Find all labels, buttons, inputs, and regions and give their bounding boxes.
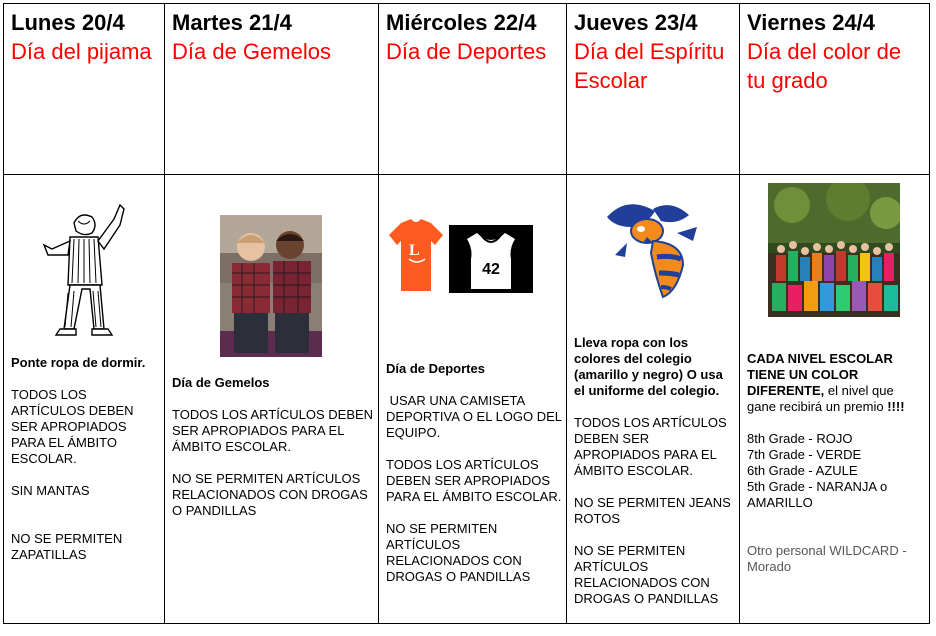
cell-thursday — [567, 175, 740, 624]
day-theme: Día de Gemelos — [172, 39, 331, 64]
thursday-text — [574, 335, 735, 607]
friday-heading-rest: el nivel que gane recibirá un premio — [747, 383, 898, 414]
cell-wednesday — [379, 175, 567, 624]
wednesday-paragraph: NO SE PERMITEN ARTÍCULOS RELACIONADOS CON DROGAS O PANDILLAS — [386, 521, 531, 584]
hornet-mascot-image — [597, 193, 707, 301]
grade-color-item: 6th Grade - AZULE — [747, 463, 858, 478]
monday-text — [11, 355, 160, 563]
day-name: Miércoles 22/4 — [386, 10, 537, 35]
header-monday — [4, 4, 165, 175]
header-row — [4, 4, 930, 175]
basketball-jersey-icon — [449, 225, 533, 293]
grade-color-item: 5th Grade - NARANJA o AMARILLO — [747, 479, 888, 510]
sports-shirt-image — [387, 215, 445, 295]
tuesday-paragraph: NO SE PERMITEN ARTÍCULOS RELACIONADOS CON DROGAS O PANDILLAS — [172, 471, 368, 518]
spirit-week-table — [3, 3, 930, 624]
monday-paragraph: SIN MANTAS — [11, 483, 90, 498]
day-name: Lunes 20/4 — [11, 10, 125, 35]
thursday-paragraph: TODOS LOS ARTÍCULOS DEBEN SER APROPIADOS PARA EL ÁMBITO ESCOLAR. — [574, 415, 727, 478]
day-name: Jueves 23/4 — [574, 10, 698, 35]
monday-heading: Ponte ropa de dormir. — [11, 355, 146, 370]
header-friday — [740, 4, 930, 175]
grade-color-item: 8th Grade - ROJO — [747, 431, 853, 446]
tuesday-text — [172, 375, 374, 519]
day-theme: Día del Espíritu Escolar — [574, 39, 725, 93]
header-thursday — [567, 4, 740, 175]
svg-text:L: L — [409, 242, 420, 259]
staff-note: Otro personal WILDCARD - Morado — [747, 543, 907, 574]
friday-text — [747, 351, 925, 575]
day-name: Martes 21/4 — [172, 10, 292, 35]
twins-photo — [220, 215, 322, 357]
header-wednesday — [379, 4, 567, 175]
cell-friday — [740, 175, 930, 624]
wednesday-paragraph: USAR UNA CAMISETA DEPORTIVA O EL LOGO DEL EQUIPO. — [386, 393, 566, 440]
monday-paragraph: NO SE PERMITEN ZAPATILLAS — [11, 531, 123, 562]
content-row — [4, 175, 930, 624]
friday-heading: CADA NIVEL ESCOLAR TIENE UN COLOR DIFERENTE, — [747, 351, 893, 398]
day-theme: Día del color de tu grado — [747, 39, 902, 93]
day-theme: Día de Deportes — [386, 39, 547, 64]
grade-colors-photo — [768, 183, 900, 317]
grade-color-item: 7th Grade - VERDE — [747, 447, 862, 462]
thursday-paragraph: NO SE PERMITEN ARTÍCULOS RELACIONADOS CON DROGAS O PANDILLAS — [574, 543, 719, 606]
wednesday-heading: Día de Deportes — [386, 361, 485, 376]
cell-tuesday — [165, 175, 379, 624]
day-name: Viernes 24/4 — [747, 10, 876, 35]
tuesday-paragraph: TODOS LOS ARTÍCULOS DEBEN SER APROPIADOS PARA EL ÁMBITO ESCOLAR. — [172, 407, 374, 454]
tuesday-heading: Día de Gemelos — [172, 375, 270, 390]
friday-heading-paragraph — [747, 351, 925, 415]
friday-heading-end: !!!! — [887, 399, 905, 414]
pajama-man-image — [34, 197, 134, 337]
header-tuesday — [165, 4, 379, 175]
monday-paragraph: TODOS LOS ARTÍCULOS DEBEN SER APROPIADOS PARA EL ÁMBITO ESCOLAR. — [11, 387, 134, 466]
jersey-number: 42 — [482, 261, 500, 278]
day-theme: Día del pijama — [11, 39, 152, 64]
cell-monday — [4, 175, 165, 624]
thursday-paragraph: NO SE PERMITEN JEANS ROTOS — [574, 495, 731, 526]
thursday-heading: Lleva ropa con los colores del colegio (amarillo y negro) O usa el uniforme del colegio. — [574, 335, 723, 398]
wednesday-text — [386, 361, 566, 585]
wednesday-paragraph: TODOS LOS ARTÍCULOS DEBEN SER APROPIADOS PARA EL ÁMBITO ESCOLAR. — [386, 457, 562, 504]
